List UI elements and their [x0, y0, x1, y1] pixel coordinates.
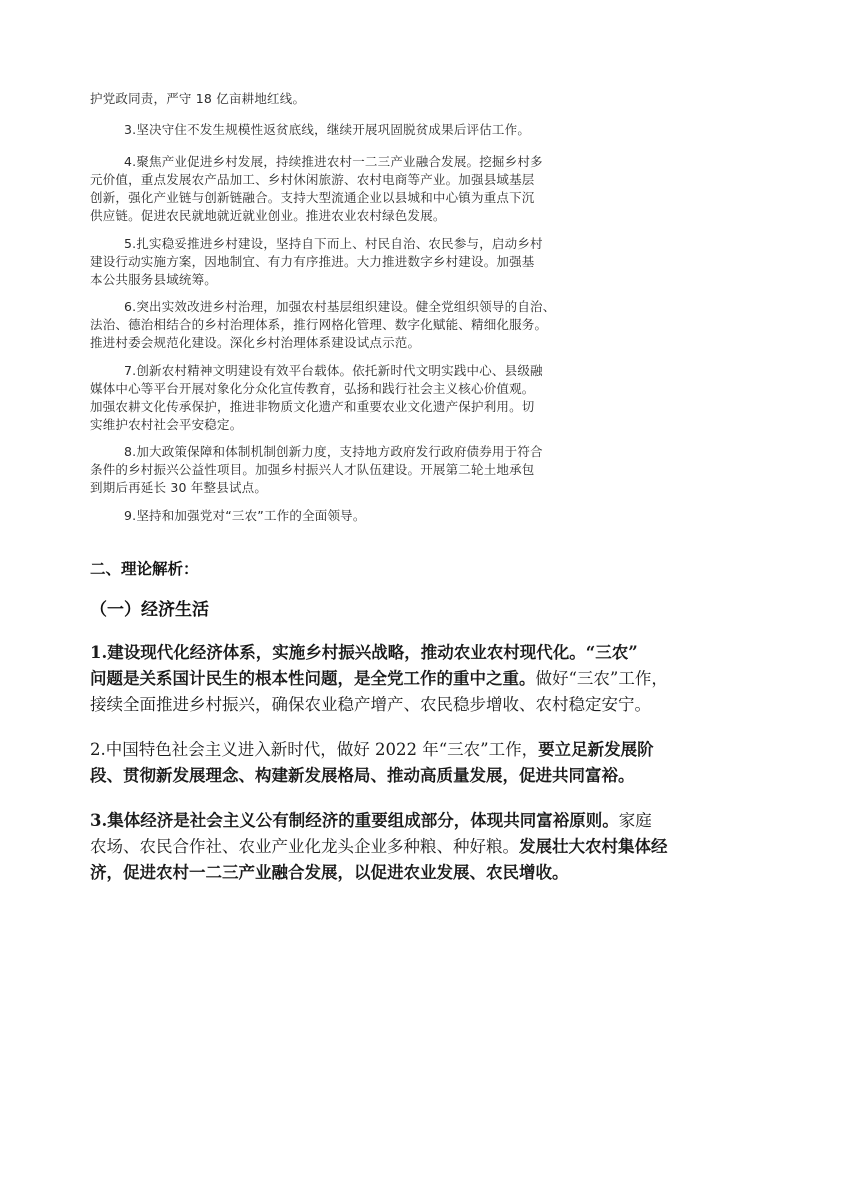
list-item-4: 4.聚焦产业促进乡村发展，持续推进农村一二三产业融合发展。挖掘乡村多 元价值，重点发展农产品加工、乡村休闲旅游、农村电商等产业。加强县域基层 创新，强化产业链与创新链融合。支持大型流通企业以县城和中心镇为重点下沉 供应链。促进农民就地就近就业创业。推进农业农村绿色发展。: [90, 154, 543, 223]
list-item-3: 3.坚决守住不发生规模性返贫底线，继续开展巩固脱贫成果后评估工作。: [124, 122, 531, 137]
list-item-5: 5.扎实稳妥推进乡村建设，坚持自下而上、村民自治、农民参与，启动乡村 建设行动实施方案，因地制宜、有力有序推进。大力推进数字乡村建设。加强基 本公共服务县域统筹。: [90, 236, 543, 287]
analysis-p3-normal: 家庭 农场、农民合作社、农业产业化龙头企业多种粮、种好粮。: [90, 811, 652, 856]
list-item-8: 8.加大政策保障和体制机制创新力度，支持地方政府发行政府债券用于符合 条件的乡村振兴公益性项目。加强乡村振兴人才队伍建设。开展第二轮土地承包 到期后再延长 30 年整县试点。: [90, 444, 543, 495]
analysis-p3-bold-b: 发展壮大农村集体经 济，促进农村一二三产业融合发展，以促进农业发展、农民增收。: [90, 837, 668, 882]
analysis-paragraph-1: [90, 640, 740, 718]
subsection-title: （一）经济生活: [90, 600, 209, 620]
analysis-p3-bold-a: 3.集体经济是社会主义公有制经济的重要组成部分，体现共同富裕原则。: [90, 811, 619, 830]
analysis-p2-normal: 2.中国特色社会主义进入新时代，做好 2022 年“三农”工作，: [90, 740, 539, 759]
analysis-p1-bold: 1.建设现代化经济体系，实施乡村振兴战略，推动农业农村现代化。“三农” 问题是关系国计民生的根本性问题，是全党工作的重中之重。: [90, 643, 638, 688]
list-item-9: 9.坚持和加强党对“三农”工作的全面领导。: [124, 508, 366, 523]
list-item-6: 6.突出实效改进乡村治理，加强农村基层组织建设。健全党组织领导的自治、 法治、德治相结合的乡村治理体系，推行网格化管理、数字化赋能、精细化服务。 推进村委会规范化建设。深化乡村治理体系建设试点示范。: [90, 299, 556, 350]
analysis-paragraph-2: [90, 737, 740, 789]
list-item-7: 7.创新农村精神文明建设有效平台载体。依托新时代文明实践中心、县级融 媒体中心等平台开展对象化分众化宣传教育，弘扬和践行社会主义核心价值观。 加强农耕文化传承保护，推进非物质文化遗产和重要农业文化遗产保护利用。切 实维护农村社会平安稳定。: [90, 363, 543, 432]
section-title: 二、理论解析：: [90, 559, 199, 578]
analysis-p2-bold: 要立足新发展阶 段、贯彻新发展理念、构建新发展格局、推动高质量发展，促进共同富裕。: [90, 740, 654, 785]
analysis-paragraph-3: [90, 808, 740, 886]
list-item-2-continuation: 护党政同责，严守 18 亿亩耕地红线。: [90, 91, 306, 106]
analysis-p1-normal: 做好“三农”工作， 接续全面推进乡村振兴，确保农业稳产增产、农民稳步增收、农村稳定安宁。: [90, 669, 668, 714]
